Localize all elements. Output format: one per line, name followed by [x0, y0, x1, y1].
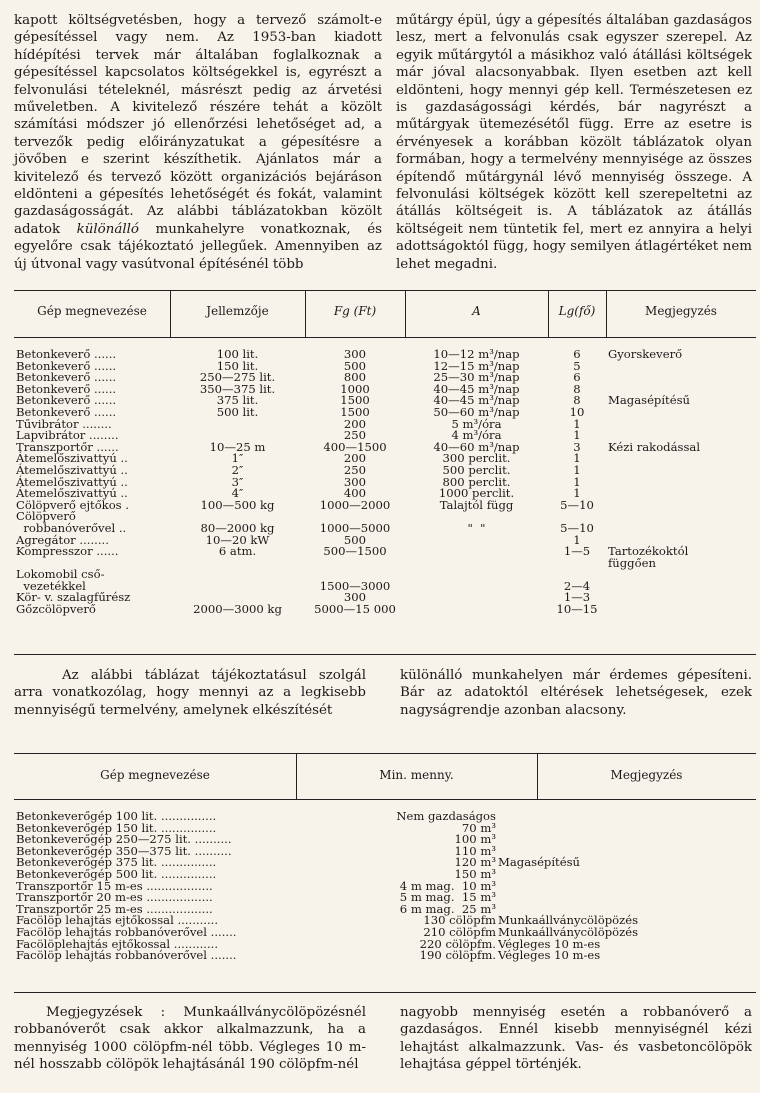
notes-left-paragraph: Megjegyzések : Munkaállványcölöpözésnél robbanóverőt csak akkor alkalmazzunk, ha a mennyiség 1000 cölöpfm-nél több. Végleges 10 m-nél hosszabb cölöpök lehajtásánál 190 cölöpfm-nél [14, 1005, 366, 1073]
fg-cost-cell: 800 [343, 370, 367, 385]
characteristic-cell: 350—375 lit. [199, 381, 276, 396]
min-quantity-cell: 130 cölöpfm [423, 913, 496, 928]
table-row [14, 558, 756, 570]
fg-cost-cell: 250 [343, 428, 367, 443]
intro-left-text-a: kapott költségvetésben, hogy a tervező számolt-e gépesítéssel vagy nem. Az 1953-ban kiadott hídépítési tervek már általában foglalkoznak a gépesítéssel kapcsolatos költségekkel is, egyrészt a felvonulási tételeknél, másrészt pedig az árvetési műveletben. A kivitelező részére tehát a közölt számítási módszer jó ellenőrzési lehetőséget ad, a tervezők pedig előirányzatukat a gépesítésre a jövőben e szerint készíthetik. Ajánlatos már a kivitelező és tervező között organizációs bejáráson eldönteni a gépesítés lehetőségét és fokát, valamint gazdaságosságát. Az alábbi táblázatokban közölt adatok [14, 13, 382, 237]
capacity-cell [405, 535, 548, 547]
remark-cell [496, 881, 756, 893]
min-quantity-cell: Nem gazdaságos [396, 809, 496, 823]
table2-header-name: Gép megnevezése [100, 768, 210, 782]
labour-cell: 5—10 [560, 497, 594, 512]
fg-cost-cell: 1000—5000 [319, 520, 391, 535]
machine-name-cell: Facölöp lehajtás robbanóverővel ....... [16, 924, 237, 939]
machine-name-cell: Facölöp lehajtás robbanóverővel ....... [16, 948, 237, 963]
remark-cell: függően [608, 555, 656, 570]
table-row [14, 950, 756, 962]
characteristic-cell [170, 419, 305, 431]
remark-cell: Munkaállványcölöpözés [498, 924, 639, 939]
characteristic-cell: 2000—3000 kg [193, 602, 282, 617]
capacity-cell: " " [467, 520, 486, 535]
remark-cell [606, 523, 756, 535]
table1-header-char: Jellemzője [206, 304, 269, 318]
labour-cell: 1—5 [563, 544, 591, 559]
machine-name-cell: Betonkeverőgép 350—375 lit. .......... [16, 843, 232, 858]
machine-name-cell: Átemelőszivattyú .. [16, 462, 128, 477]
characteristic-cell [170, 581, 305, 593]
characteristic-cell: 10—25 m [209, 439, 266, 454]
min-quantity-cell: 220 cölöpfm. [419, 936, 496, 951]
characteristic-cell: 6 atm. [218, 544, 257, 559]
machine-name-cell: Átemelőszivattyú .. [16, 486, 128, 501]
table2-bottom-rule [14, 992, 756, 993]
min-quantity-cell: 70 m³ [461, 820, 496, 835]
capacity-cell: 300 perclit. [442, 451, 511, 466]
table2-body [14, 811, 756, 962]
labour-cell: 1 [573, 462, 581, 477]
remark-cell [606, 419, 756, 431]
table-row [14, 372, 756, 384]
remark-cell [606, 581, 756, 593]
labour-cell: 8 [573, 381, 581, 396]
machine-name-cell: Gőzcölöpverő [16, 602, 96, 617]
table2-top-rule [14, 753, 756, 754]
remark-cell [606, 477, 756, 489]
labour-cell: 1 [573, 428, 581, 443]
fg-cost-cell: 5000—15 000 [314, 602, 396, 617]
capacity-cell: Talajtól függ [439, 497, 514, 512]
remark-cell [606, 488, 756, 500]
machine-name-cell: robbanóverővel .. [16, 520, 127, 535]
table1-header-name: Gép megnevezése [37, 304, 147, 318]
machine-name-cell: Transzportőr 15 m-es .................. [16, 878, 213, 893]
machine-name-cell: Betonkeverőgép 500 lit. ............... [16, 866, 217, 881]
machine-name-cell: Agregátor ........ [16, 532, 109, 547]
machine-name-cell: Betonkeverő ...... [16, 370, 117, 385]
remark-cell [496, 869, 756, 881]
machine-name-cell: Facölöplehajtás ejtőkossal ............ [16, 936, 219, 951]
fg-cost-cell: 300 [343, 347, 367, 361]
machine-name-cell: Cölöpverő [16, 509, 76, 524]
labour-cell [548, 558, 606, 570]
labour-cell: 1—3 [563, 590, 591, 605]
fg-cost-cell: 200 [343, 451, 367, 466]
machine-name-cell: Betonkeverőgép 250—275 lit. .......... [16, 832, 232, 847]
machine-name-cell: Betonkeverő ...... [16, 381, 117, 396]
middle-right-column [400, 667, 752, 719]
capacity-cell: 800 perclit. [442, 474, 511, 489]
labour-cell: 10—15 [556, 602, 598, 617]
notes-right-paragraph: nagyobb mennyiség esetén a robbanóverő a gazdaságos. Ennél kisebb mennyiségnél kézi lehajtást alkalmazzunk. Vas- és vasbetoncölöpök lehajtása géppel történjék. [400, 1005, 752, 1073]
fg-cost-cell: 250 [343, 462, 367, 477]
labour-cell: 6 [573, 370, 581, 385]
machine-name-cell: Facölöp lehajtás ejtőkossal ........... [16, 913, 219, 928]
remark-cell [606, 453, 756, 465]
remark-cell: Végleges 10 m-es [498, 948, 601, 963]
capacity-cell: 50—60 m³/nap [433, 404, 520, 419]
characteristic-cell: 80—2000 kg [200, 520, 275, 535]
characteristic-cell: 4″ [231, 486, 244, 501]
table2-header-rule [14, 799, 756, 800]
characteristic-cell: 500 lit. [216, 404, 259, 419]
machine-name-cell: Kompresszor ...... [16, 544, 119, 559]
table1-header-note: Megjegyzés [645, 304, 717, 318]
remark-cell [496, 823, 756, 835]
characteristic-cell: 100 lit. [216, 347, 259, 361]
table-row [14, 523, 756, 535]
remark-cell [606, 372, 756, 384]
remark-cell [496, 811, 756, 823]
capacity-cell [405, 558, 548, 570]
middle-left-column [14, 667, 366, 719]
labour-cell: 3 [573, 439, 581, 454]
notes-right-column [400, 1004, 752, 1074]
table-row [14, 407, 756, 419]
machine-name-cell: Tűvibrátor ........ [16, 416, 112, 431]
machine-name-cell: Lapvibrátor ........ [16, 428, 119, 443]
table2-header-note: Megjegyzés [610, 768, 683, 782]
intro-right-paragraph: műtárgy épül, úgy a gépesítés általában gazdaságos lesz, mert a felvonulás csak egyszer szerepel. Az egyik műtárgytól a másikhoz való átállási költségek már jóval alacsonyabbak. Ilyen esetben azt kell eldönteni, hogy mennyi gép kell. Természetesen ez is gazdaságossági kérdés, bár nagyrészt a műtárgyak ütemezésétől függ. Erre az esetre is érvényesek a korábban közölt táblázatok olyan formában, hogy a termelvény mennyisége az összes építendő műtárgynál lévő mennyiség összege. A felvonulási költségek között kell szerepeltetni az átállás költségeit is. A táblázatok az átállás költségeit nem tüntetik fel, mert ez annyira a helyi adottságoktól függ, hogy semilyen átlagértéket nem lehet megadni. [396, 13, 752, 272]
intro-left-text-b: munkahelyre vonatkoznak, és egyelőre csak tájékoztató jellegűek. Amennyiben az új útvonal vagy vasútvonal építésénél több [14, 221, 383, 272]
min-quantity-cell: 150 m³ [454, 866, 496, 881]
remark-cell: Tartozékoktól [608, 544, 689, 559]
table1-bottom-rule [14, 654, 756, 655]
labour-cell: 6 [573, 347, 581, 361]
intro-left-column [14, 12, 382, 273]
characteristic-cell: 250—275 lit. [199, 370, 276, 385]
machine-name-cell: Betonkeverő ...... [16, 404, 117, 419]
fg-cost-cell: 1500 [340, 393, 370, 408]
fg-cost-cell: 300 [343, 590, 367, 605]
fg-cost-cell: 400—1500 [323, 439, 387, 454]
capacity-cell: 25—30 m³/nap [433, 370, 520, 385]
remark-cell [606, 465, 756, 477]
fg-cost-cell: 1500 [340, 404, 370, 419]
remark-cell [496, 892, 756, 904]
remark-cell [606, 569, 756, 581]
intro-left-paragraph [14, 12, 382, 273]
machine-name-cell: Transzportőr 25 m-es .................. [16, 901, 213, 916]
table1-header-rule [14, 337, 756, 338]
fg-cost-cell: 1000 [340, 381, 370, 396]
machine-name-cell: vezetékkel [16, 578, 86, 593]
table-row [14, 395, 756, 407]
notes-left-column [14, 1004, 366, 1074]
remark-cell: Magasépítésű [608, 393, 690, 408]
characteristic-cell: 2″ [231, 462, 244, 477]
labour-cell: 10 [569, 404, 585, 419]
characteristic-cell: 1″ [231, 451, 244, 466]
characteristic-cell [170, 569, 305, 581]
capacity-cell: 40—60 m³/nap [433, 439, 520, 454]
machine-name-cell: Lokomobil cső- [16, 567, 105, 582]
labour-cell: 8 [573, 393, 581, 408]
min-quantity-cell: 210 cölöpfm [423, 924, 496, 939]
fg-cost-cell [305, 558, 405, 570]
remark-cell: Kézi rakodással [608, 439, 701, 454]
machine-name-cell: Betonkeverőgép 150 lit. ............... [16, 820, 217, 835]
characteristic-cell: 150 lit. [216, 358, 259, 373]
table1-header-fg: Fg (Ft) [333, 304, 377, 318]
remark-cell [606, 361, 756, 373]
capacity-cell [405, 592, 548, 604]
table1-body [14, 349, 756, 616]
machine-name-cell: Betonkeverőgép 375 lit. ............... [16, 855, 217, 870]
machine-name-cell: Betonkeverőgép 100 lit. ............... [16, 809, 217, 823]
table-row [14, 604, 756, 616]
middle-right-paragraph: különálló munkahelyen már érdemes gépesíteni. Bár az adatoktól eltérések lehetségesek, ezek nagyságrendje azonban alacsony. [400, 668, 752, 718]
intro-right-column [396, 12, 752, 273]
labour-cell: 5 [573, 358, 581, 373]
machine-name-cell: Betonkeverő ...... [16, 393, 117, 408]
table1-header-a: A [472, 304, 481, 318]
emphasis-kulonallo: különálló [76, 221, 139, 237]
labour-cell: 5—10 [560, 520, 594, 535]
remark-cell [606, 511, 756, 523]
min-quantity-cell: 100 m³ [454, 832, 496, 847]
min-quantity-cell: 6 m mag. 25 m³ [399, 901, 496, 916]
labour-cell: 2—4 [563, 578, 591, 593]
capacity-cell: 5 m³/óra [451, 416, 502, 431]
capacity-cell: 4 m³/óra [451, 428, 502, 443]
fg-cost-cell: 500 [343, 358, 367, 373]
middle-left-paragraph: Az alábbi táblázat tájékoztatásul szolgál arra vonatkozólag, hogy mennyi az a legkisebb mennyiségű termelvény, amelynek elkészítését [14, 668, 366, 718]
min-quantity-cell: 4 m mag. 10 m³ [399, 878, 496, 893]
machine-name-cell: Átemelőszivattyú .. [16, 474, 128, 489]
table-row [14, 361, 756, 373]
remark-cell: Magasépítésű [498, 855, 580, 870]
machine-name-cell: Betonkeverő ...... [16, 347, 117, 361]
table2-header-min: Min. menny. [379, 768, 454, 782]
labour-cell: 1 [573, 474, 581, 489]
labour-cell: 1 [573, 532, 581, 547]
machine-name-cell: Transzportőr 20 m-es .................. [16, 890, 213, 905]
capacity-cell: 12—15 m³/nap [433, 358, 520, 373]
machine-name-cell: Betonkeverő ...... [16, 358, 117, 373]
fg-cost-cell: 1000—2000 [319, 497, 391, 512]
capacity-cell: 40—45 m³/nap [433, 393, 520, 408]
machine-name-cell: Kör- v. szalagfűrész [16, 590, 131, 605]
fg-cost-cell: 500—1500 [323, 544, 387, 559]
min-quantity-cell: 120 m³ [454, 855, 496, 870]
table-row [14, 419, 756, 431]
capacity-cell: 1000 perclit. [438, 486, 515, 501]
remark-cell [606, 604, 756, 616]
labour-cell: 1 [573, 451, 581, 466]
remark-cell [606, 407, 756, 419]
capacity-cell [405, 569, 548, 581]
characteristic-cell [170, 558, 305, 570]
labour-cell: 1 [573, 486, 581, 501]
remark-cell: Gyorskeverő [608, 347, 683, 361]
table-row [14, 500, 756, 512]
fg-cost-cell: 200 [343, 416, 367, 431]
characteristic-cell: 100—500 kg [200, 497, 275, 512]
capacity-cell: 10—12 m³/nap [433, 347, 520, 361]
capacity-cell [405, 581, 548, 593]
table2 [14, 811, 756, 962]
table1 [14, 349, 756, 616]
min-quantity-cell: 5 m mag. 15 m³ [399, 890, 496, 905]
fg-cost-cell: 1500—3000 [319, 578, 391, 593]
characteristic-cell: 375 lit. [216, 393, 259, 408]
remark-cell [606, 500, 756, 512]
remark-cell: Végleges 10 m-es [498, 936, 601, 951]
capacity-cell: 40—45 m³/nap [433, 381, 520, 396]
machine-name-cell: Átemelőszivattyú .. [16, 451, 128, 466]
machine-name-cell: Transzportőr ...... [16, 439, 119, 454]
remark-cell [606, 592, 756, 604]
table-row [14, 349, 756, 361]
fg-cost-cell: 400 [343, 486, 367, 501]
remark-cell [496, 834, 756, 846]
capacity-cell [405, 604, 548, 616]
characteristic-cell: 3″ [231, 474, 244, 489]
table1-header-lg: Lg(fő) [558, 304, 596, 318]
characteristic-cell: 10—20 kW [205, 532, 270, 547]
table1-top-rule [14, 290, 756, 291]
machine-name-cell: Cölöpverő ejtőkos . [16, 497, 129, 512]
remark-cell: Munkaállványcölöpözés [498, 913, 639, 928]
fg-cost-cell: 500 [343, 532, 367, 547]
capacity-cell: 500 perclit. [442, 462, 511, 477]
min-quantity-cell: 190 cölöpfm. [419, 948, 496, 963]
fg-cost-cell: 300 [343, 474, 367, 489]
min-quantity-cell: 110 m³ [454, 843, 496, 858]
labour-cell: 1 [573, 416, 581, 431]
capacity-cell [405, 546, 548, 558]
